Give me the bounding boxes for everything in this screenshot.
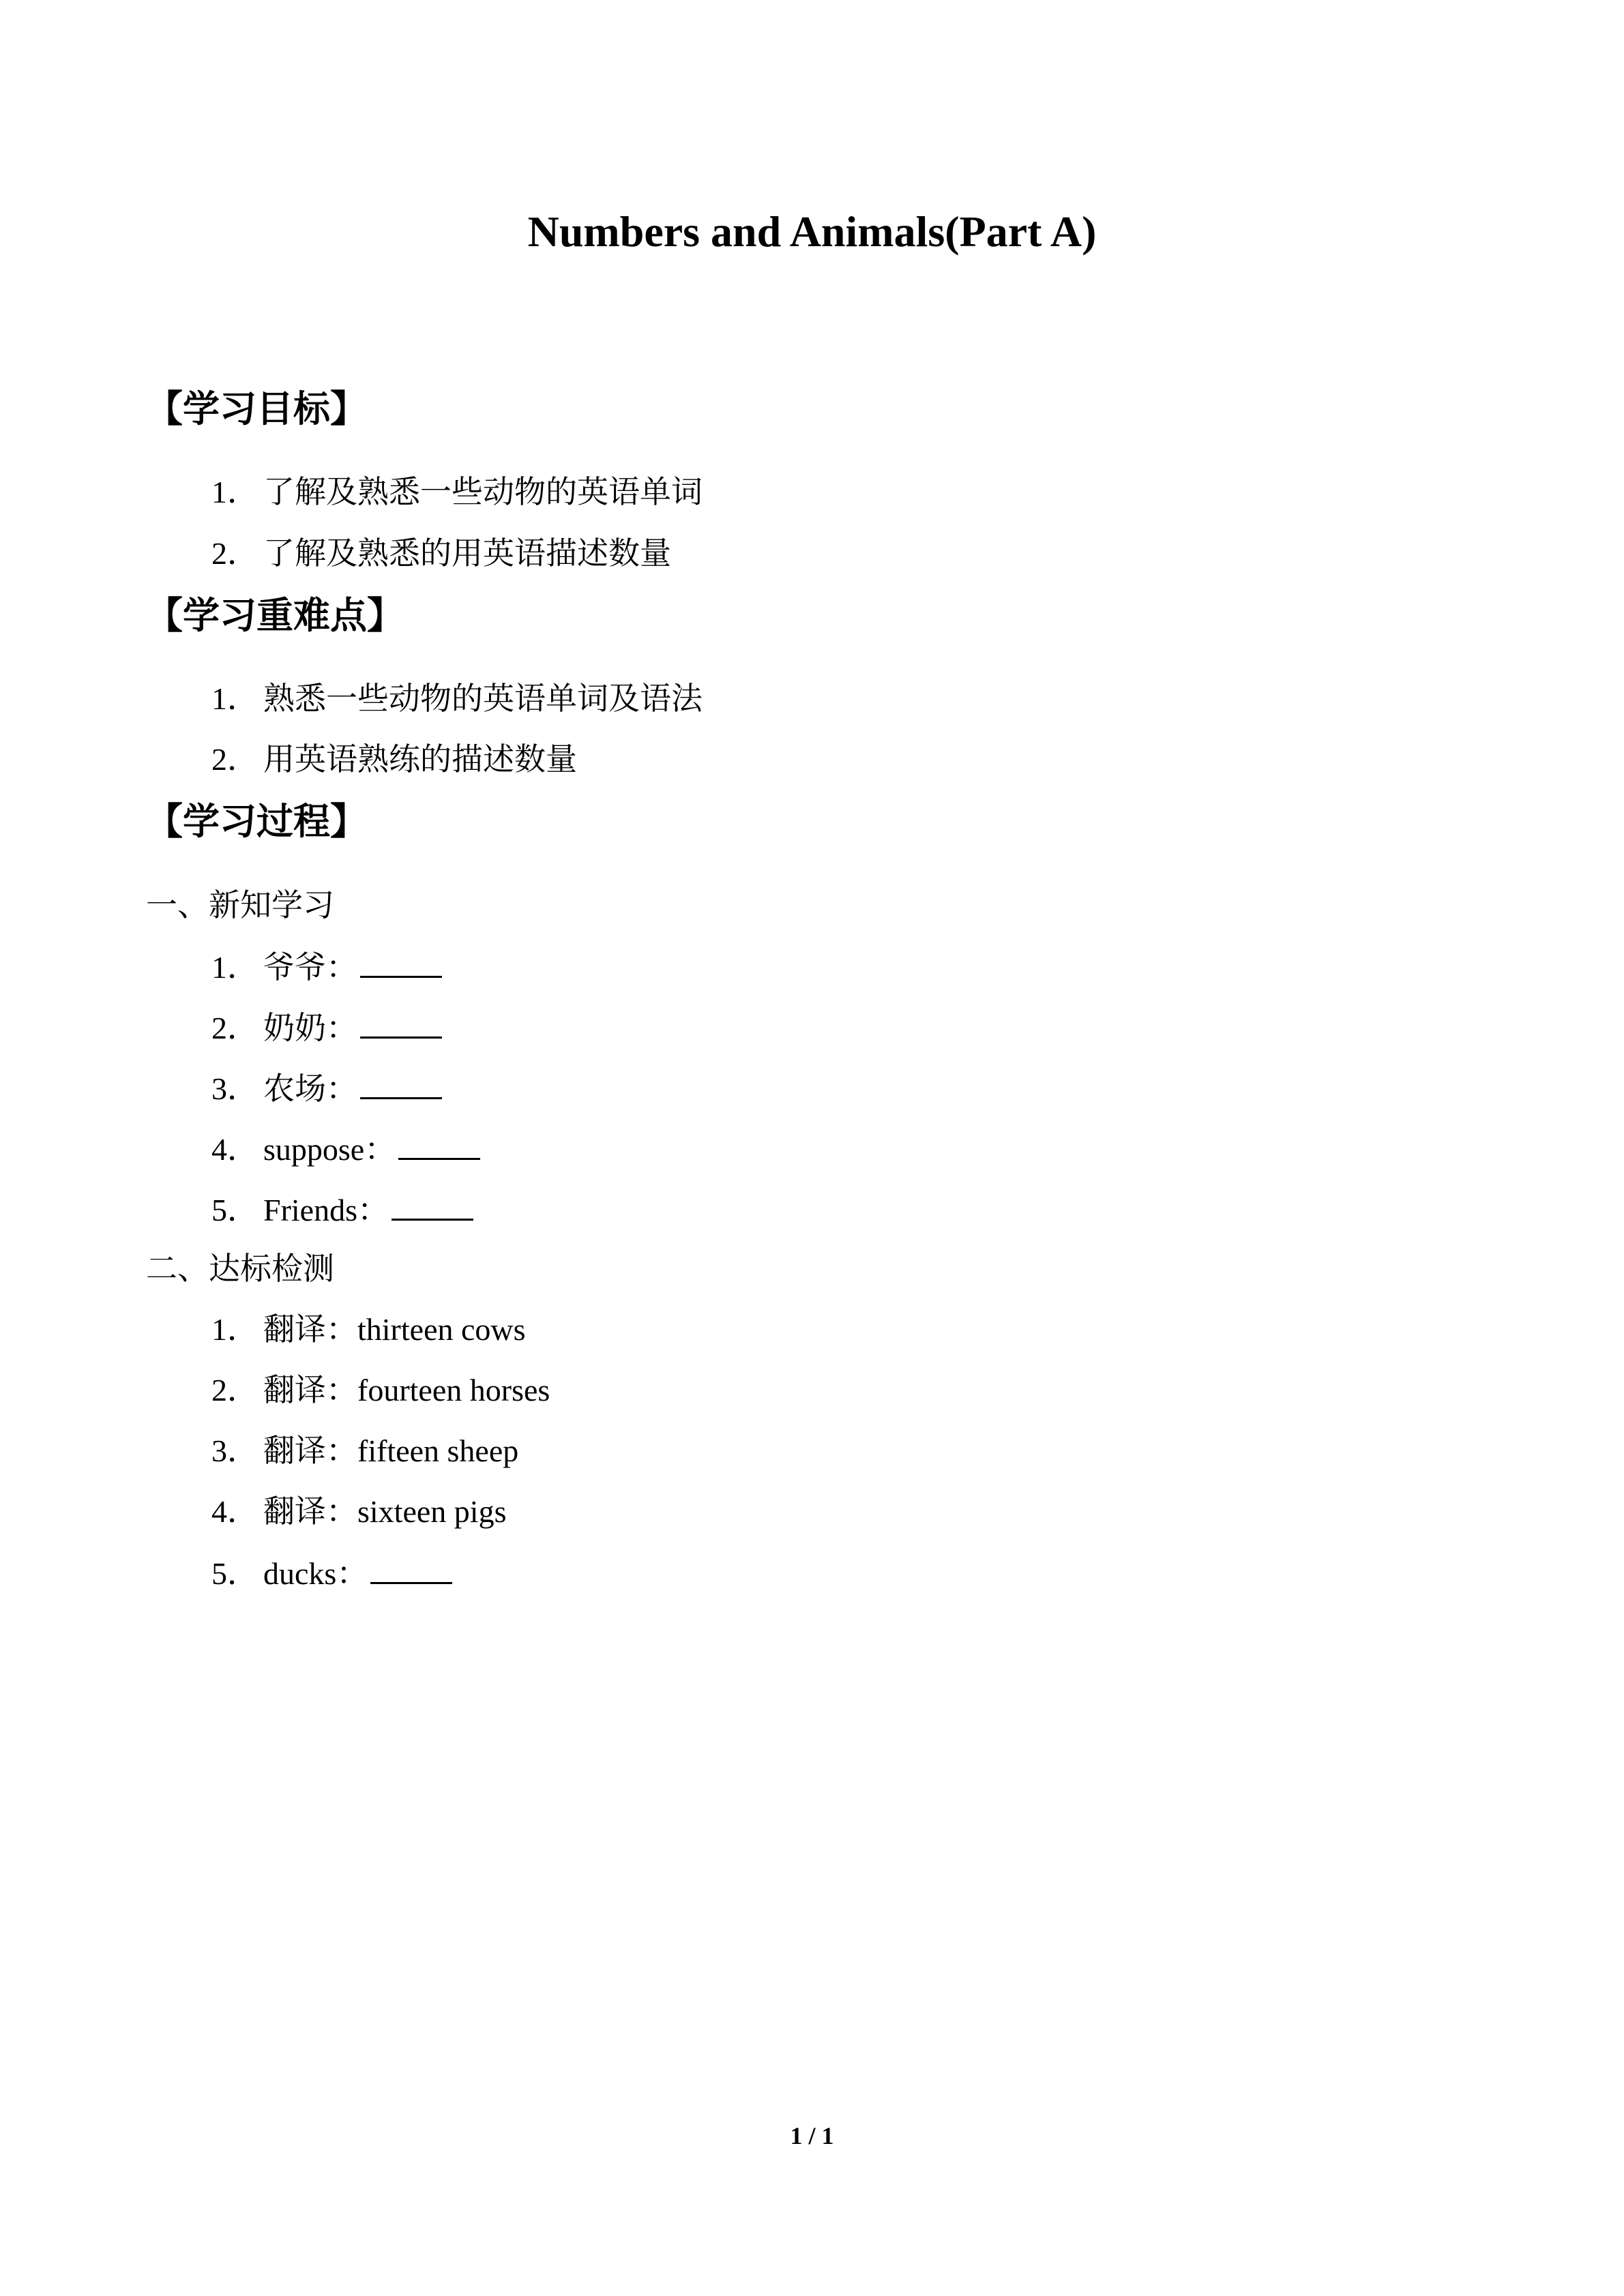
item-text: suppose： [263,1132,396,1167]
page-number: 1 / 1 [790,2122,834,2149]
item-text: 农场： [263,1071,357,1106]
item-number: 1． [211,950,259,985]
list-item [211,1370,550,1411]
list-item [211,1189,473,1231]
item-text: 爷爷： [263,950,357,985]
item-text: 翻译：fifteen sheep [263,1433,519,1468]
subsection-label-assessment: 二、达标检测 [146,1251,334,1286]
item-number: 4． [211,1494,259,1529]
item-text: 熟悉一些动物的英语单词及语法 [263,681,703,716]
item-text: ducks： [263,1556,368,1591]
item-number: 3． [211,1071,259,1106]
item-number: 1． [211,475,259,509]
item-number: 3． [211,1433,259,1468]
list-item [211,1309,526,1350]
page-title: Numbers and Animals(Part A) [527,207,1097,256]
item-number: 5． [211,1193,259,1227]
item-text: 了解及熟悉一些动物的英语单词 [263,475,703,509]
item-text: 翻译：sixteen pigs [263,1494,507,1529]
item-number: 2． [211,1011,259,1045]
item-text: 奶奶： [263,1011,357,1045]
item-text: 翻译：thirteen cows [263,1312,526,1347]
list-item [211,1491,506,1532]
list-item [211,1552,452,1594]
list-item [211,472,703,513]
answer-blank[interactable] [398,1128,480,1160]
answer-blank[interactable] [370,1552,452,1584]
section-heading-objectives: 【学习目标】 [146,389,367,430]
list-item [211,946,442,988]
item-text: 翻译：fourteen horses [263,1373,550,1407]
section-heading-process: 【学习过程】 [146,801,367,842]
item-number: 2． [211,536,259,571]
section-heading-key-points: 【学习重难点】 [146,595,404,636]
item-number: 1． [211,681,259,716]
list-item [211,533,671,574]
subsection-label-new-knowledge: 一、新知学习 [146,888,334,923]
list-item [211,1007,442,1049]
list-item [211,1431,518,1472]
item-text: 了解及熟悉的用英语描述数量 [263,536,671,571]
list-item [211,739,577,780]
item-number: 5． [211,1556,259,1591]
list-item [211,679,703,719]
answer-blank[interactable] [360,1067,442,1099]
item-text: Friends： [263,1193,389,1227]
item-number: 1． [211,1312,259,1347]
list-item [211,1128,480,1170]
item-number: 4． [211,1132,259,1167]
item-text: 用英语熟练的描述数量 [263,742,577,777]
answer-blank[interactable] [392,1189,473,1221]
answer-blank[interactable] [360,1007,442,1039]
item-number: 2． [211,742,259,777]
item-number: 2． [211,1373,259,1407]
list-item [211,1067,442,1109]
answer-blank[interactable] [360,946,442,978]
